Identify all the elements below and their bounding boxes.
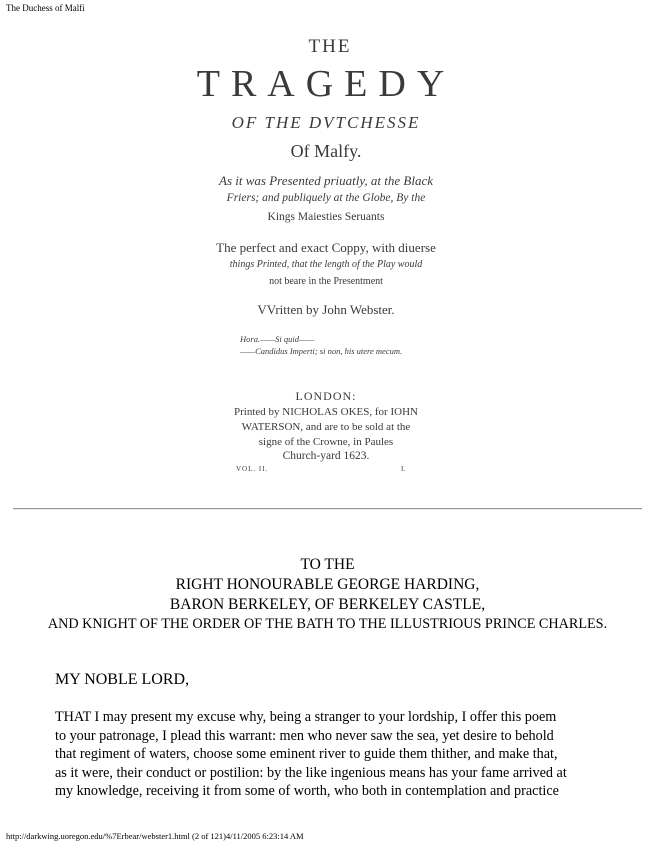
title-hora-epigraph: Hora.——Si quid——	[240, 334, 315, 344]
title-page-number: I.	[401, 465, 406, 473]
title-waterson: WATERSON, and are to be sold at the	[241, 421, 411, 433]
title-of-malfy: Of Malfy.	[290, 141, 362, 161]
body-line: THAT I may present my excuse why, being a stranger to your lordship, I offer this poem	[55, 709, 557, 725]
title-not-beare: not beare in the Presentment	[269, 276, 383, 287]
title-volume: VOL. II.	[236, 465, 269, 473]
title-tragedy: TRAGEDY	[196, 63, 456, 105]
body-paragraph	[55, 708, 615, 801]
title-printed-by: Printed by NICHOLAS OKES, for IOHN	[234, 406, 418, 418]
dedication-line: TO THE	[300, 556, 355, 573]
dedication-line: BARON BERKELEY, OF BERKELEY CASTLE,	[169, 596, 486, 613]
title-as-it-was: As it was Presented priuatly, at the Black	[219, 173, 433, 188]
title-london: LONDON:	[295, 389, 357, 403]
dedication-line: RIGHT HONOURABLE GEORGE HARDING,	[175, 576, 480, 593]
title-the: THE	[308, 36, 352, 57]
body-line: as it were, their conduct or postilion: by the like ingenious means has your fame arrived at	[55, 764, 567, 781]
page-footer-url: http://darkwing.uoregon.edu/%7Erbear/webster1.html (2 of 121)4/11/2005 6:23:14 AM	[6, 831, 304, 841]
dedication-line: AND KNIGHT OF THE ORDER OF THE BATH TO THE ILLUSTRIOUS PRINCE CHARLES.	[47, 616, 608, 632]
title-signe: signe of the Crowne, in Paules	[258, 436, 394, 448]
body-line: to your patronage, I plead this warrant: men who never saw the sea, yet desire to behold	[55, 727, 554, 744]
salutation: MY NOBLE LORD,	[55, 671, 190, 688]
title-written-by: VVritten by John Webster.	[257, 302, 395, 317]
title-friers: Friers; and publiquely at the Globe, By the	[226, 192, 426, 204]
title-candide-epigraph: ——Candidus Imperti; si non, his utere mecum.	[240, 346, 403, 356]
title-of-the-dutchesse: OF THE DVTCHESSE	[231, 113, 421, 132]
horizontal-rule	[13, 508, 642, 510]
title-perfect-copy: The perfect and exact Coppy, with diuerse	[216, 240, 436, 255]
title-things-printed: things Printed, that the length of the Play would	[229, 259, 423, 270]
title-kings-servants: Kings Maiesties Seruants	[267, 211, 385, 223]
page-header-title: The Duchess of Malfi	[6, 3, 85, 13]
title-church-yard: Church-yard 1623.	[282, 450, 370, 462]
body-line: that regiment of waters, choose some eminent river to guide them thither, and make that,	[55, 746, 558, 763]
body-line: my knowledge, receiving it from some of worth, who both in contemplation and practice	[55, 783, 559, 800]
